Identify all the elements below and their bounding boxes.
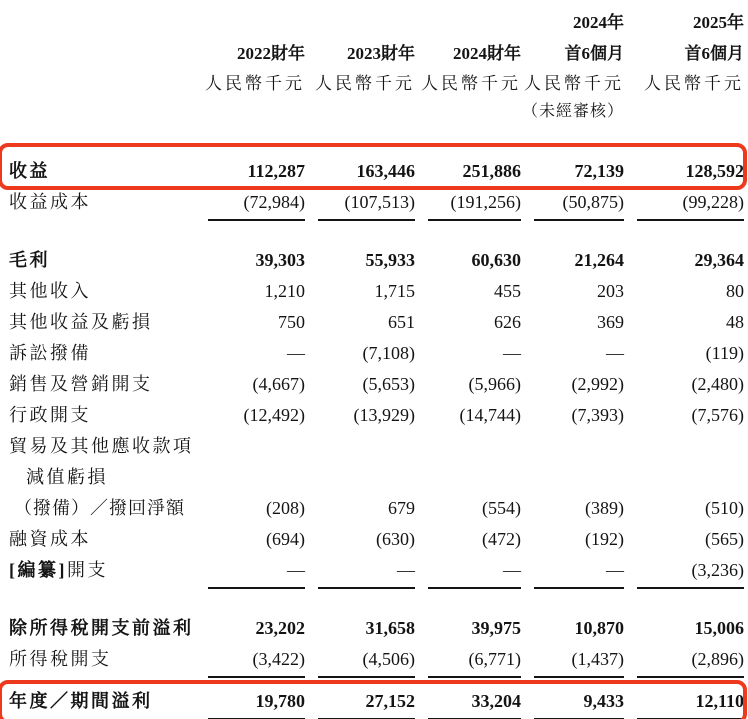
cell-value: (119) [705, 343, 744, 363]
cell-value: 1,715 [374, 281, 415, 301]
underlined-value: 27,152 [318, 686, 415, 719]
underlined-value: (3,236) [637, 555, 744, 589]
row-label: 減值虧損 [26, 467, 108, 487]
underlined-value: — [318, 555, 415, 589]
cell-value: 163,446 [356, 161, 415, 181]
income-statement-body [0, 156, 748, 719]
unit-label: 人民幣千元 [421, 74, 521, 93]
cell-value [521, 431, 624, 462]
cell-value [195, 187, 305, 221]
row-label: 收益成本 [9, 192, 91, 212]
underlined-value: 19,780 [208, 686, 305, 719]
table-row [0, 431, 748, 462]
cell-value: (12,492) [243, 405, 305, 425]
underlined-value: (50,875) [534, 187, 624, 221]
table-row [0, 187, 748, 221]
cell-value: 203 [597, 281, 624, 301]
row-label: 貿易及其他應收款項 [9, 436, 194, 456]
underlined-value: — [428, 555, 521, 589]
table-row [0, 462, 748, 493]
row-label-redacted-part: [編纂] [9, 560, 67, 580]
cell-value [624, 555, 748, 589]
header-year-row [0, 38, 748, 69]
cell-value: (694) [266, 529, 305, 549]
cell-value [195, 686, 305, 719]
table-row [0, 276, 748, 307]
cell-value: 10,870 [574, 618, 624, 638]
row-label: 行政開支 [9, 405, 91, 425]
row-label: 銷售及營銷開支 [9, 374, 153, 394]
table-row [0, 245, 748, 276]
cell-value: 21,264 [574, 250, 624, 270]
cell-value [521, 462, 624, 493]
cell-value [415, 462, 521, 493]
underlined-value: (191,256) [428, 187, 521, 221]
row-label: 年度／期間溢利 [9, 691, 153, 711]
cell-value: 29,364 [694, 250, 744, 270]
row-label: 融資成本 [9, 529, 91, 549]
cell-value: (5,966) [468, 374, 521, 394]
cell-value [624, 187, 748, 221]
header-period-row [0, 8, 748, 38]
header-unit-row [0, 69, 748, 98]
cell-value: 39,975 [471, 618, 521, 638]
cell-value: (7,393) [571, 405, 624, 425]
underlined-value: — [534, 555, 624, 589]
cell-value: (510) [705, 498, 744, 518]
cell-value: 23,202 [255, 618, 305, 638]
section-spacer [0, 221, 748, 245]
header-period-2024: 2024年 [573, 13, 624, 32]
underlined-value: 9,433 [534, 686, 624, 719]
cell-value: (7,576) [691, 405, 744, 425]
cell-value: 750 [278, 312, 305, 332]
cell-value [624, 431, 748, 462]
underlined-value: (4,506) [318, 644, 415, 678]
underlined-value: 12,110 [637, 686, 744, 719]
row-label: 訴訟撥備 [9, 343, 91, 363]
table-row [0, 338, 748, 369]
cell-value [305, 686, 415, 719]
cell-value: 55,933 [365, 250, 415, 270]
cell-value: 39,303 [255, 250, 305, 270]
cell-value: 60,630 [471, 250, 521, 270]
income-statement-table [0, 8, 748, 719]
cell-value [521, 187, 624, 221]
cell-value [415, 686, 521, 719]
unit-label: 人民幣千元 [205, 74, 305, 93]
row-label: 除所得稅開支前溢利 [9, 618, 194, 638]
cell-value: 651 [388, 312, 415, 332]
header-year-fy2024: 2024財年 [453, 44, 521, 63]
underlined-value: 33,204 [428, 686, 521, 719]
income-statement-header [0, 8, 748, 156]
cell-value: (565) [705, 529, 744, 549]
table-row [0, 400, 748, 431]
table-row [0, 686, 748, 719]
cell-value: 369 [597, 312, 624, 332]
header-year-fy2023: 2023財年 [347, 44, 415, 63]
cell-value: 455 [494, 281, 521, 301]
cell-value: 15,006 [694, 618, 744, 638]
cell-value: (192) [585, 529, 624, 549]
cell-value: 251,886 [462, 161, 521, 181]
cell-value [521, 686, 624, 719]
unit-label: 人民幣千元 [524, 74, 624, 93]
cell-value: 112,287 [247, 161, 305, 181]
unit-label: 人民幣千元 [315, 74, 415, 93]
cell-value [305, 462, 415, 493]
table-row [0, 307, 748, 338]
section-spacer [0, 678, 748, 686]
cell-value: 626 [494, 312, 521, 332]
table-row [0, 644, 748, 678]
cell-value: — [606, 343, 624, 363]
underlined-value: (72,984) [208, 187, 305, 221]
cell-value [195, 431, 305, 462]
cell-value [521, 644, 624, 678]
row-label: 所得稅開支 [9, 649, 112, 669]
section-spacer [0, 589, 748, 613]
cell-value [415, 431, 521, 462]
cell-value: (472) [482, 529, 521, 549]
table-row [0, 555, 748, 589]
underlined-value: (99,228) [637, 187, 744, 221]
cell-value [415, 644, 521, 678]
underlined-value: (107,513) [318, 187, 415, 221]
row-label: 其他收入 [9, 281, 91, 301]
header-year-fy2022: 2022財年 [237, 44, 305, 63]
cell-value [305, 555, 415, 589]
cell-value: 1,210 [264, 281, 305, 301]
header-empty-cell [0, 8, 195, 38]
header-period-2025: 2025年 [693, 13, 744, 32]
underlined-value: (6,771) [428, 644, 521, 678]
cell-value: (14,744) [459, 405, 521, 425]
cell-value [305, 644, 415, 678]
table-row [0, 613, 748, 644]
header-unaudited-row [0, 98, 748, 126]
cell-value: (13,929) [353, 405, 415, 425]
underlined-value: (1,437) [534, 644, 624, 678]
cell-value [624, 462, 748, 493]
table-row [0, 156, 748, 187]
cell-value: (4,667) [252, 374, 305, 394]
cell-value: (389) [585, 498, 624, 518]
cell-value: (7,108) [362, 343, 415, 363]
row-label [0, 555, 195, 589]
cell-value [415, 555, 521, 589]
cell-value [195, 644, 305, 678]
header-gap [0, 126, 748, 156]
cell-value: (554) [482, 498, 521, 518]
row-label: 毛利 [9, 250, 50, 270]
cell-value: — [287, 343, 305, 363]
row-label: 收益 [9, 161, 50, 181]
cell-value: (630) [376, 529, 415, 549]
cell-value: 72,139 [574, 161, 624, 181]
header-6m-2025: 首6個月 [684, 44, 744, 63]
table-row [0, 524, 748, 555]
cell-value: 679 [388, 498, 415, 518]
cell-value: 80 [726, 281, 744, 301]
table-row [0, 493, 748, 524]
underlined-value: — [208, 555, 305, 589]
underlined-value: (2,896) [637, 644, 744, 678]
cell-value: 128,592 [685, 161, 744, 181]
cell-value [195, 462, 305, 493]
unit-label: 人民幣千元 [644, 74, 744, 93]
cell-value [195, 555, 305, 589]
cell-value [521, 555, 624, 589]
header-6m-2024: 首6個月 [564, 44, 624, 63]
cell-value: (2,480) [691, 374, 744, 394]
row-label: 其他收益及虧損 [9, 312, 153, 332]
unaudited-note: （未經審核） [521, 103, 624, 120]
cell-value: (208) [266, 498, 305, 518]
cell-value: — [503, 343, 521, 363]
cell-value [415, 187, 521, 221]
cell-value [624, 644, 748, 678]
cell-value [305, 431, 415, 462]
table-row [0, 369, 748, 400]
cell-value [305, 187, 415, 221]
cell-value: 48 [726, 312, 744, 332]
cell-value [624, 686, 748, 719]
row-label-part: 開支 [67, 560, 108, 580]
underlined-value: (3,422) [208, 644, 305, 678]
cell-value: (5,653) [362, 374, 415, 394]
cell-value: 31,658 [365, 618, 415, 638]
row-label: （撥備）／撥回淨額 [14, 498, 185, 518]
cell-value: (2,992) [571, 374, 624, 394]
